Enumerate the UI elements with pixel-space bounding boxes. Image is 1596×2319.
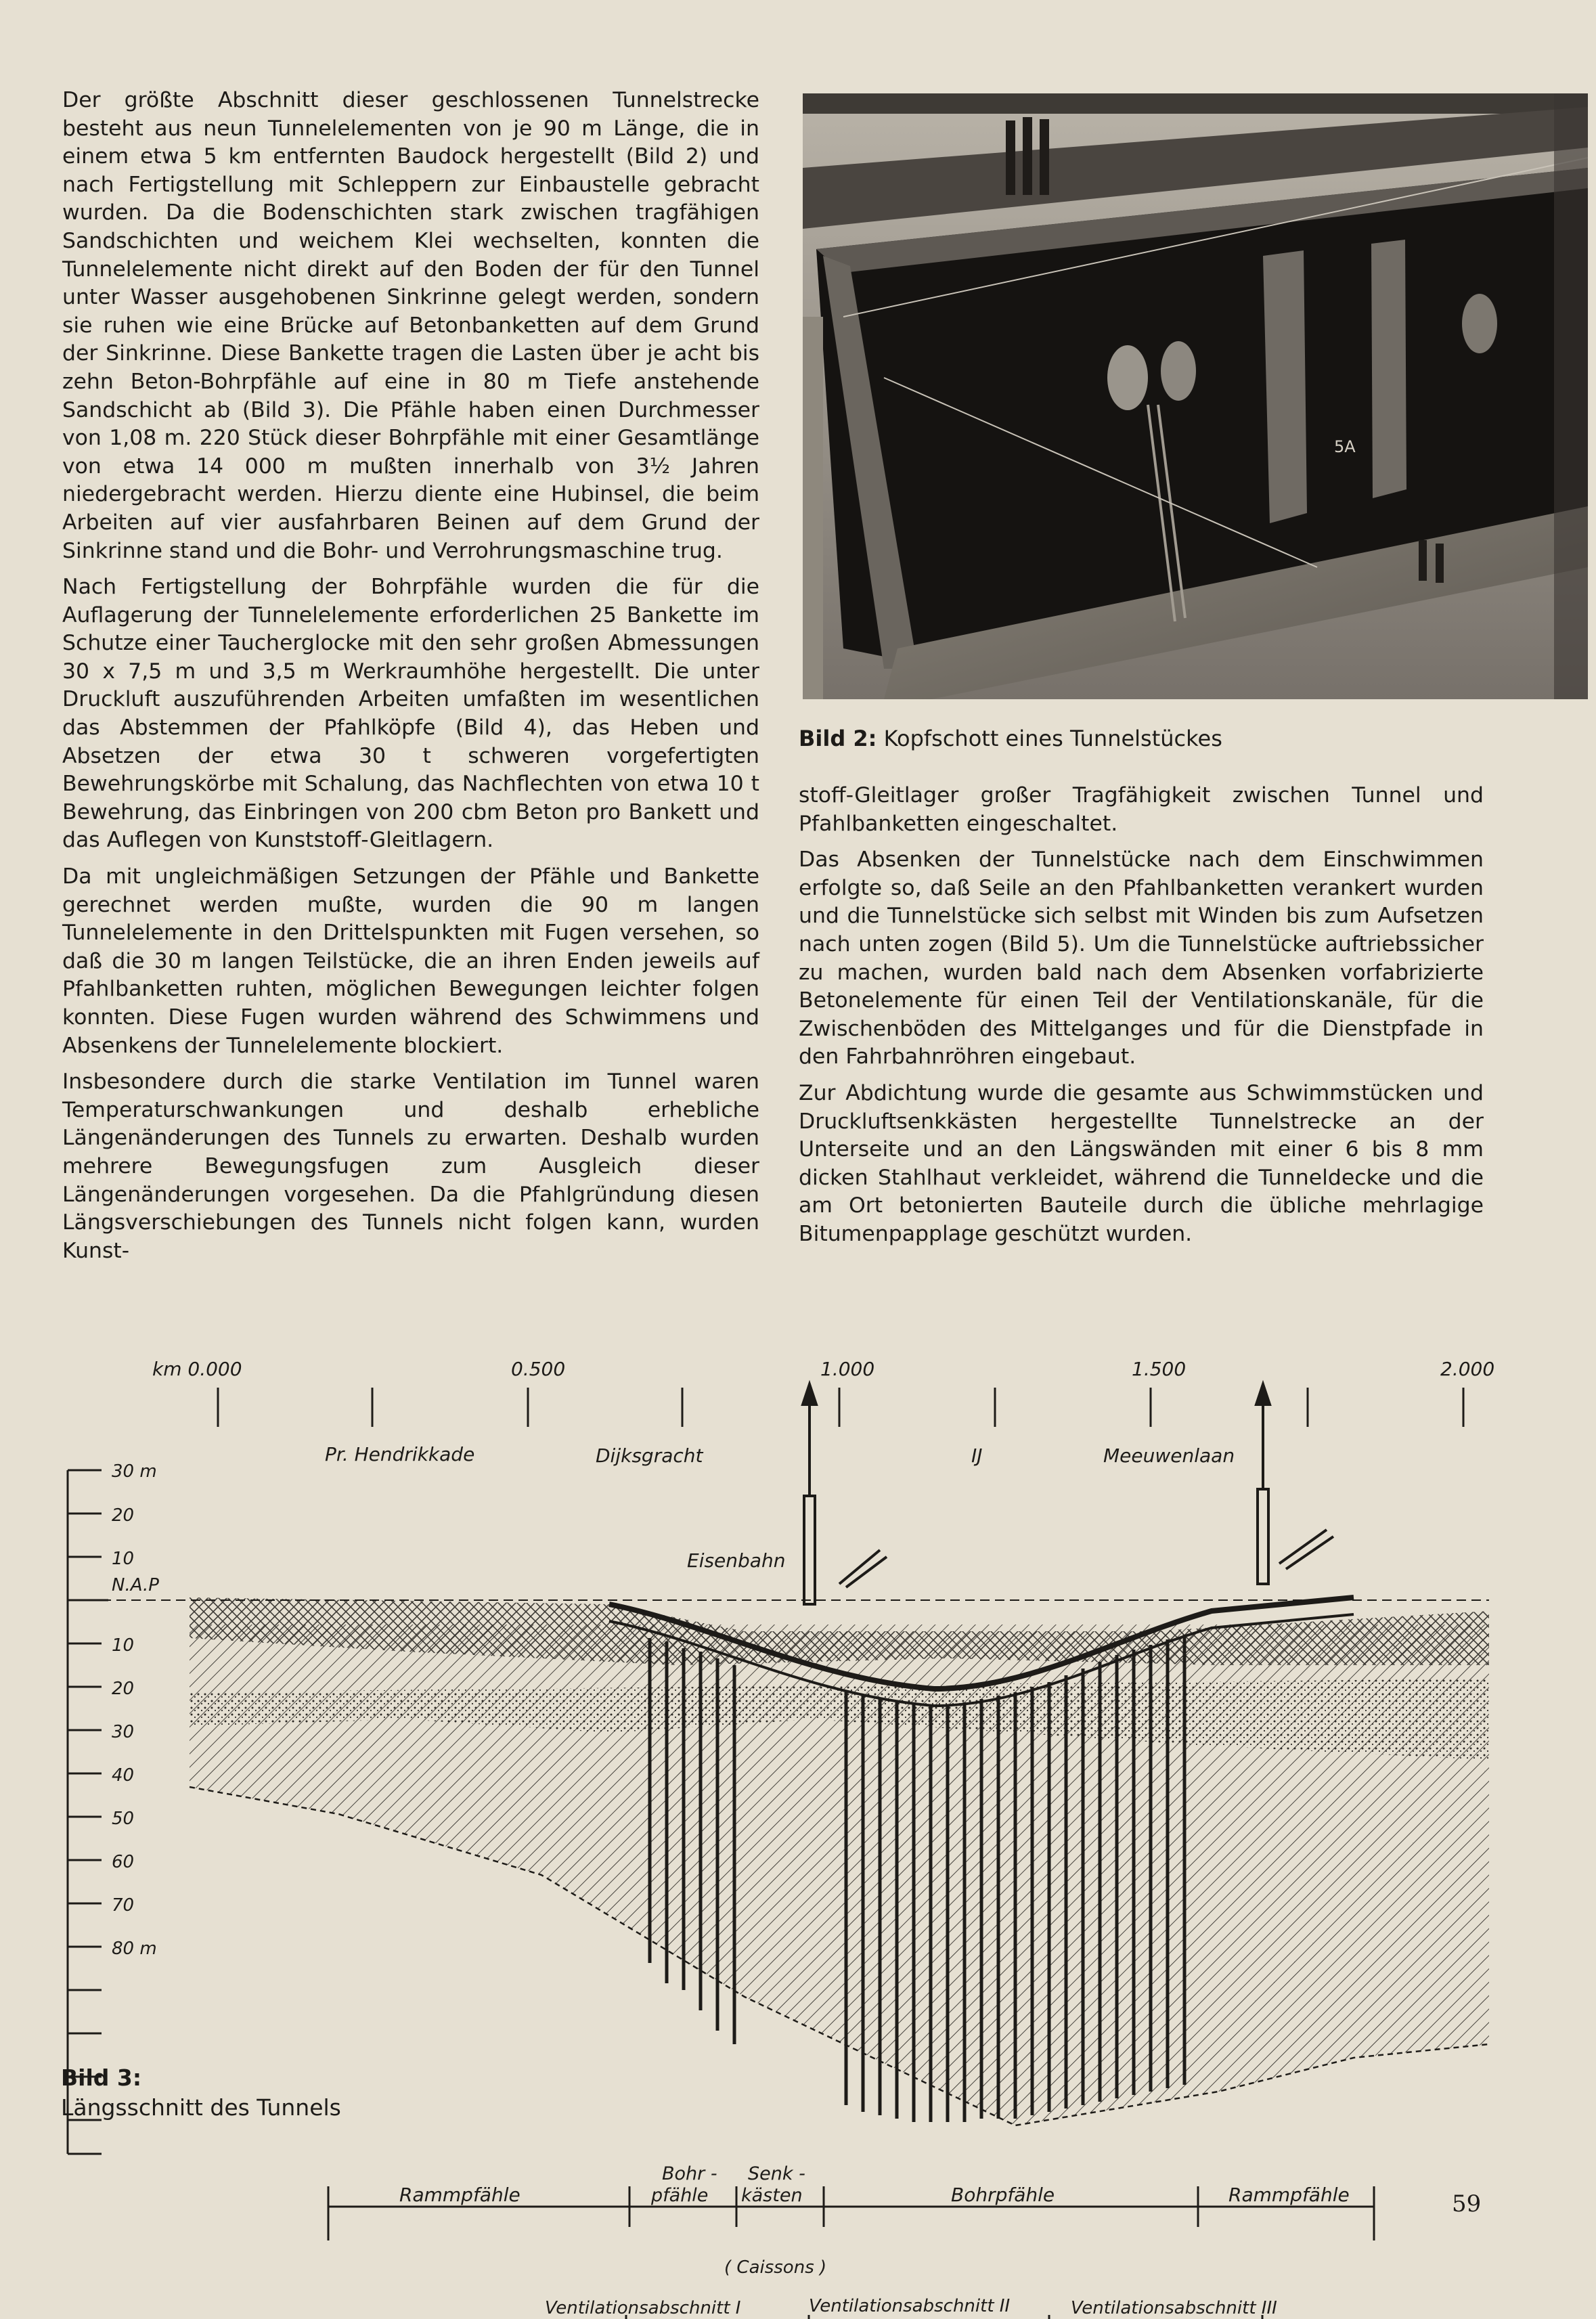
section-label: Bohrpfähle (951, 2184, 1055, 2206)
ventilation-section-label: Ventilationsabschnitt I (545, 2298, 741, 2318)
nap-label: N.A.P (112, 1575, 159, 1595)
depth-label: 80 m (112, 1939, 157, 1959)
place-label: Pr. Hendrikkade (325, 1443, 475, 1465)
section-label: pfähle (651, 2185, 709, 2206)
paragraph: Der größte Abschnitt dieser geschlossenen Tunnelstrecke besteht aus neun Tunnelelementen von je 90 m Länge, die in einem etwa 5 km entfernten Baudock hergestellt (Bild 2) und nach Fertigstellung mit Schleppern zur Einbaustelle gebracht wurden. Da die Bodenschichten stark zwischen tragfähigen Sandschichten und weichem Klei wechselten, konnten die Tunnelelemente nicht direkt auf den Boden der für den Tunnel unter Wasser ausgehobenen Sinkrinne gelegt werden, sondern sie ruhen wie eine Brücke auf Betonbanketten auf dem Grund der Sinkrinne. Diese Bankette tragen die Lasten über je acht bis zehn Beton-Bohrpfähle auf eine in 80 m Tiefe anstehende Sandschicht ab (Bild 3). Die Pfähle haben einen Durchmesser von 1,08 m. 220 Stück dieser Bohrpfähle mit einer Gesamtlänge von etwa 14 000 m mußten innerhalb von 3½ Jahren niedergebracht werden. Hierzu diente eine Hubinsel, die beim Arbeiten auf vier ausfahrbaren Beinen auf dem Grund der Sinkrinne stand und die Bohr- und Verrohrungsmaschine trug. (62, 88, 759, 563)
ventilation-section-label: Ventilationsabschnitt II (809, 2296, 1011, 2316)
paragraph: Nach Fertigstellung der Bohrpfähle wurden die für die Auflagerung der Tunnelelemente erforderlichen 25 Bankette im Schutze einer Taucherglocke mit den sehr großen Abmessungen 30 x 7,5 m und 3,5 m Werkraumhöhe hergestellt. Die unter Druckluft auszuführenden Arbeiten umfaßten im wesentlichen das Abstemmen der Pfahlköpfe (Bild 4), das Heben und Absetzen der etwa 30 t schweren vorgefertigten Bewehrungskörbe mit Schalung, das Nachflechten von etwa 10 t Bewehrung, das Einbringen von 200 cbm Beton pro Bankett und das Auflegen von Kunststoff-Gleitlagern. (62, 575, 759, 853)
place-label: Meeuwenlaan (1103, 1444, 1235, 1467)
section-label: Senk - (748, 2163, 805, 2184)
paragraph: Da mit ungleichmäßigen Setzungen der Pfähle und Bankette gerechnet werden mußte, wurden die 90 m langen Tunnelelemente in den Drittelspunkten mit Fugen versehen, so daß die 30 m langen Teilstücke, die an ihren Enden jeweils auf Pfahlbanketten ruhten, möglichen Bewegungen leichter folgen konnten. Diese Fugen wurden während des Schwimmens und Absenkens der Tunnelelemente blockiert. (62, 864, 759, 1058)
photo-illustration (803, 93, 1588, 699)
place-label: Dijksgracht (596, 1444, 703, 1467)
km-scale (152, 1358, 1494, 1427)
section-label: Rammpfähle (399, 2184, 520, 2206)
depth-label: 10 (112, 1635, 135, 1656)
depth-label: 60 (112, 1852, 135, 1872)
caissons-label: ( Caissons ) (724, 2257, 827, 2278)
caption-text: Kopfschott eines Tunnelstückes (877, 726, 1222, 751)
paragraph: stoff-Gleitlager großer Tragfähigkeit zwischen Tunnel und Pfahlbanketten eingeschaltet. (799, 783, 1484, 836)
caption-label: Bild 3: (61, 2064, 142, 2091)
depth-label: 30 m (112, 1461, 157, 1482)
right-text-column (799, 782, 1484, 1257)
section-label: Rammpfähle (1228, 2184, 1350, 2206)
depth-scale (68, 1470, 108, 2154)
depth-label: 10 (112, 1549, 135, 1569)
km-label: 0.500 (511, 1358, 566, 1380)
depth-label: 40 (112, 1765, 135, 1786)
caption-text: Längsschnitt des Tunnels (61, 2094, 341, 2121)
km-label: km 0.000 (152, 1358, 242, 1380)
km-label: 1.000 (820, 1358, 875, 1380)
railway-label: Eisenbahn (687, 1549, 786, 1572)
page-number: 59 (1452, 2190, 1482, 2217)
left-text-column (62, 87, 759, 1273)
photo-caption (799, 726, 1222, 751)
place-label: IJ (971, 1444, 983, 1467)
depth-label: 30 (112, 1722, 135, 1742)
depth-label: 20 (112, 1679, 135, 1699)
caption-label: Bild 2: (799, 726, 877, 751)
paragraph: Das Absenken der Tunnelstücke nach dem Einschwimmen erfolgte so, daß Seile an den Pfahlbanketten verankert wurden und die Tunnelstücke sich selbst mit Winden bis zum Aufsetzen nach unten zogen (Bild 5). Um die Tunnelstücke auftriebssicher zu machen, wurden bald nach dem Absenken vorfabrizierte Betonelemente für einen Teil der Ventilationskanäle, für die Zwischenböden des Mittelganges und für die Dienstpfade in den Fahrbahnröhren eingebaut. (799, 847, 1484, 1069)
ventilation-section-label: Ventilationsabschnitt III (1071, 2298, 1277, 2318)
km-label: 1.500 (1132, 1358, 1187, 1380)
tunnel-bulkhead-photo (803, 93, 1588, 699)
photo-marking: 5A (1334, 437, 1356, 456)
depth-label: 50 (112, 1809, 135, 1829)
depth-label: 20 (112, 1505, 135, 1526)
ventilation-shafts (803, 1384, 1333, 1604)
section-label: Bohr - (662, 2163, 717, 2184)
depth-label: 70 (112, 1895, 135, 1916)
paragraph: Zur Abdichtung wurde die gesamte aus Schwimmstücken und Druckluftsenkkästen hergestellte Tunnelstrecke an der Unterseite und an den Längswänden mit einer 6 bis 8 mm dicken Stahlhaut verkleidet, während die Tunneldecke und die am Ort betonierten Bauteile durch die übliche mehrlagige Bitumenpapplage geschützt wurden. (799, 1080, 1484, 1246)
figure-caption (61, 2063, 341, 2123)
km-label: 2.000 (1440, 1358, 1495, 1380)
paragraph: Insbesondere durch die starke Ventilation im Tunnel waren Temperaturschwankungen und deshalb erhebliche Längenänderungen des Tunnels zu erwarten. Deshalb wurden mehrere Bewegungsfugen zum Ausgleich dieser Längenänderungen vorgesehen. Da die Pfahlgründung diesen Längsverschiebungen des Tunnels nicht folgen kann, wurden Kunst- (62, 1069, 759, 1263)
section-label: kästen (741, 2185, 803, 2206)
